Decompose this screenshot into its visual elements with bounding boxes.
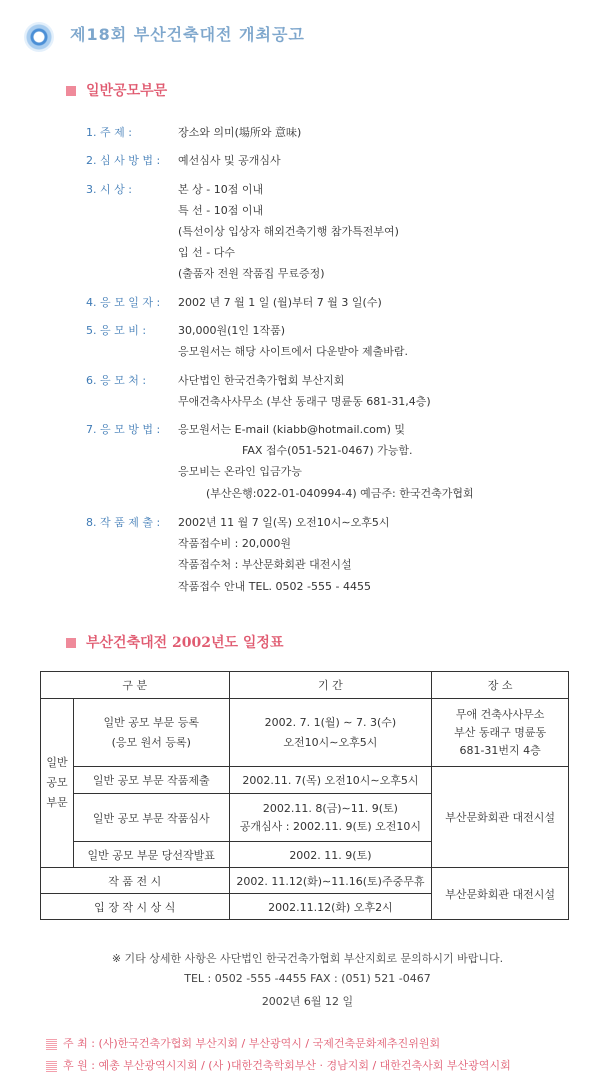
item-value: 응모원서는 E-mail (kiabb@hotmail.com) 및 bbox=[178, 423, 406, 436]
item-label-method: 7. 응 모 방 법 : bbox=[86, 423, 161, 436]
table-cell: 일반 공모 부문 작품심사 bbox=[73, 794, 229, 842]
pattern-square-icon bbox=[46, 1039, 57, 1050]
item-label-judging: 2. 심 사 방 법 : bbox=[86, 154, 161, 167]
item-value: 무애건축사사무소 (부산 동래구 명륜동 681-31,4층) bbox=[178, 395, 431, 408]
table-cell: 일반 공모 부문 작품제출 bbox=[73, 767, 229, 794]
item-value: 입 선 - 다수 bbox=[178, 246, 235, 259]
item-value: 응모원서는 해당 사이트에서 다운받아 제출바람. bbox=[178, 345, 409, 358]
item-value: 응모비는 온라인 입금가능 bbox=[178, 465, 302, 478]
notice-text: ※ 기타 상세한 사항은 사단법인 한국건축가협회 부산지회로 문의하시기 바랍니다. bbox=[111, 952, 504, 965]
section-heading-general: 일반공모부문 bbox=[66, 80, 167, 100]
item-value: 2002년 11 월 7 일(목) 오전10시∼오후5시 bbox=[178, 516, 390, 529]
item-value: 30,000원(1인 1작품) bbox=[178, 324, 286, 337]
table-cell: 부산문화회관 대전시설 bbox=[432, 767, 569, 868]
item-value: (부산은행:022-01-040994-4) 예금주: 한국건축가협회 bbox=[206, 487, 474, 500]
footer-sponsor: 후 원 : 예총 부산광역시지회 / (사 )대한건축학회부산 · 경남지회 / 대한건축사회 부산광역시회 bbox=[46, 1057, 511, 1073]
group-label: 일반 공모 부문 bbox=[41, 699, 74, 868]
table-cell: 작 품 전 시 bbox=[41, 868, 230, 894]
table-header: 구 분 bbox=[41, 672, 230, 699]
table-cell: 부산문화회관 대전시설 bbox=[432, 868, 569, 920]
contact-text: TEL : 0502 -555 -4455 FAX : (051) 521 -0467 bbox=[184, 972, 431, 985]
item-label-date: 4. 응 모 일 자 : bbox=[86, 296, 161, 309]
item-value: 작품접수비 : 20,000원 bbox=[178, 537, 291, 550]
item-value: 본 상 - 10점 이내 bbox=[178, 183, 264, 196]
table-cell: 2002. 11.12(화)∼11.16(토)주중무휴 bbox=[229, 868, 432, 894]
table-cell: 무애 건축사사무소 부산 동래구 명륜동 681-31번지 4층 bbox=[432, 699, 569, 767]
table-cell: 일반 공모 부문 당선작발표 bbox=[73, 842, 229, 868]
title-bullet-icon bbox=[24, 22, 54, 52]
square-bullet-icon bbox=[66, 86, 76, 96]
table-cell: 2002.11. 8(금)∼11. 9(토) 공개심사 : 2002.11. 9(토) 오전10시 bbox=[229, 794, 432, 842]
item-label-office: 6. 응 모 처 : bbox=[86, 374, 147, 387]
table-cell: 입 장 작 시 상 식 bbox=[41, 894, 230, 920]
square-bullet-icon bbox=[66, 638, 76, 648]
table-header: 장 소 bbox=[432, 672, 569, 699]
table-cell: 2002.11.12(화) 오후2시 bbox=[229, 894, 432, 920]
item-value: 작품접수 안내 TEL. 0502 -555 - 4455 bbox=[178, 580, 371, 593]
item-value: (출품자 전원 작품집 무료증정) bbox=[178, 267, 325, 280]
notice-date: 2002년 6월 12 일 bbox=[261, 995, 354, 1008]
page-title: 제18회 부산건축대전 개최공고 bbox=[70, 25, 305, 44]
schedule-table bbox=[40, 671, 569, 920]
item-value: 2002 년 7 월 1 일 (월)부터 7 월 3 일(수) bbox=[178, 296, 382, 309]
item-value: 사단법인 한국건축가협회 부산지회 bbox=[178, 374, 345, 387]
pattern-square-icon bbox=[46, 1061, 57, 1072]
table-cell: 2002.11. 7(목) 오전10시∼오후5시 bbox=[229, 767, 432, 794]
item-label-theme: 1. 주 제 : bbox=[86, 126, 132, 139]
item-value: 특 선 - 10점 이내 bbox=[178, 204, 264, 217]
item-value: 예선심사 및 공개심사 bbox=[178, 154, 281, 167]
item-value: FAX 접수(051-521-0467) 가능함. bbox=[242, 444, 413, 457]
table-cell: 2002. 11. 9(토) bbox=[229, 842, 432, 868]
footer-host: 주 최 : (사)한국건축가협회 부산지회 / 부산광역시 / 국제건축문화제추진위원회 bbox=[46, 1035, 440, 1051]
item-label-fee: 5. 응 모 비 : bbox=[86, 324, 147, 337]
item-value: 작품접수처 : 부산문화회관 대전시설 bbox=[178, 558, 352, 571]
section-heading-schedule: 부산건축대전 2002년도 일정표 bbox=[66, 632, 283, 652]
table-header: 기 간 bbox=[229, 672, 432, 699]
item-value: (특선이상 입상자 해외건축기행 참가특전부여) bbox=[178, 225, 399, 238]
item-label-awards: 3. 시 상 : bbox=[86, 183, 132, 196]
item-value: 장소와 의미(場所와 意味) bbox=[178, 126, 302, 139]
table-cell: 2002. 7. 1(월) ∼ 7. 3(수) 오전10시∼오후5시 bbox=[229, 699, 432, 767]
table-cell: 일반 공모 부문 등록 (응모 원서 등록) bbox=[73, 699, 229, 767]
item-label-submission: 8. 작 품 제 출 : bbox=[86, 516, 161, 529]
